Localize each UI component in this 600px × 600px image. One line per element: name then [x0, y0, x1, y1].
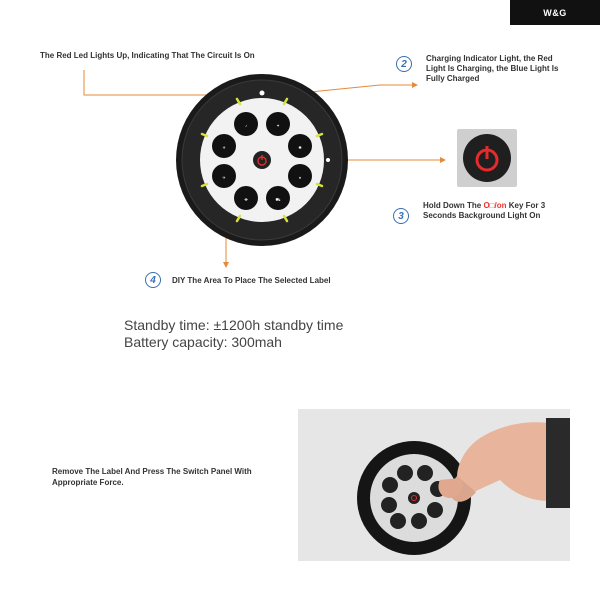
power-icon	[457, 129, 517, 187]
label-offroad: ⛟	[275, 197, 281, 202]
label-fan: ✈	[222, 175, 226, 180]
caption-diy-area: DIY The Area To Place The Selected Label	[172, 276, 331, 285]
step-number-3: 3	[393, 208, 409, 224]
spec-standby: Standby time: ±1200h standby time	[124, 317, 344, 333]
hold-prefix: Hold Down The	[423, 201, 484, 210]
caption-led-on: The Red Led Lights Up, Indicating That The Circuit Is On	[40, 51, 255, 60]
switch-panel	[176, 74, 348, 246]
label-work: ✦	[276, 123, 280, 128]
label-beam: ☀	[222, 145, 226, 150]
label-fans: ✤	[244, 197, 248, 202]
label-rock: ✺	[298, 145, 302, 150]
hold-suffix: Key For 3 Seconds Background Light On	[423, 201, 546, 220]
step-number-4: 4	[145, 272, 161, 288]
label-aux: ♦	[298, 175, 302, 180]
instruction-remove-label: Remove The Label And Press The Switch Panel With Appropriate Force.	[52, 467, 252, 487]
caption-hold-key	[423, 201, 573, 221]
brand-text: W&G	[543, 7, 567, 18]
label-horn: ♪	[245, 123, 247, 128]
power-key-closeup	[457, 129, 517, 187]
spec-battery: Battery capacity: 300mah	[124, 334, 282, 350]
hold-key: O□/on	[483, 201, 507, 210]
caption-charging-indicator: Charging Indicator Light, the Red Light Is Charging, the Blue Light Is Fully Charged	[426, 54, 559, 83]
step-number-2: 2	[396, 56, 412, 72]
